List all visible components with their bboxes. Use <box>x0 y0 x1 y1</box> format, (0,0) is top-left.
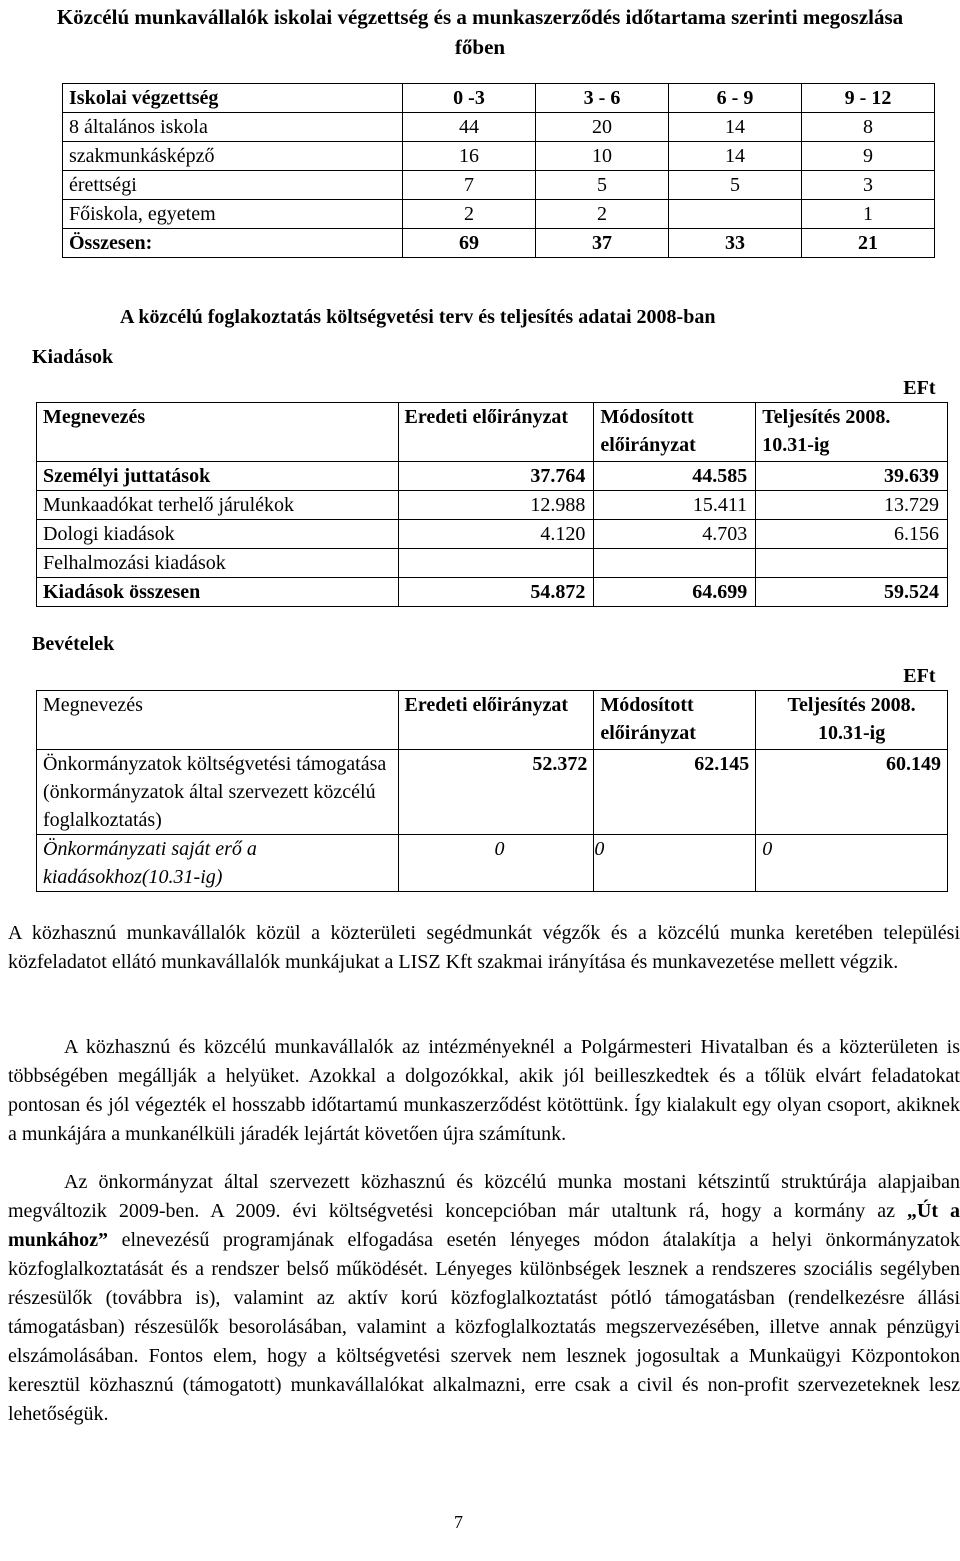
table-cell: Dologi kiadások <box>37 520 399 549</box>
table-cell: 12.988 <box>398 491 594 520</box>
table-cell: 59.524 <box>756 578 948 607</box>
table-cell: 62.145 <box>594 750 756 835</box>
table-cell: 8 általános iskola <box>63 113 403 142</box>
header-cell: Módosított előirányzat <box>594 691 756 750</box>
table-cell: szakmunkásképző <box>63 142 403 171</box>
table-row <box>63 200 935 229</box>
table-cell: 6.156 <box>756 520 948 549</box>
header-cell: 0 -3 <box>403 84 536 113</box>
table-cell: 21 <box>802 229 935 258</box>
table-cell: 15.411 <box>594 491 756 520</box>
program-name: „Út a munkához” <box>8 1200 960 1251</box>
table-cell: Személyi juttatások <box>37 462 399 491</box>
table-cell: Összesen: <box>63 229 403 258</box>
table-cell <box>669 200 802 229</box>
table-cell: 0 <box>398 835 594 892</box>
header-cell: 9 - 12 <box>802 84 935 113</box>
unit-row <box>37 662 948 691</box>
unit-row <box>37 374 948 403</box>
income-label: Bevételek <box>32 633 115 655</box>
education-table <box>62 83 935 258</box>
table-row <box>37 520 948 549</box>
table-cell: 54.872 <box>398 578 594 607</box>
table-total-row <box>37 578 948 607</box>
table-cell <box>594 549 756 578</box>
table-row <box>37 835 948 892</box>
page-number: 7 <box>454 1512 463 1532</box>
table-cell <box>756 549 948 578</box>
table-cell: 2 <box>403 200 536 229</box>
table-cell: 8 <box>802 113 935 142</box>
header-cell: Módosított előirányzat <box>594 403 756 462</box>
table-cell: 14 <box>669 142 802 171</box>
header-cell: Megnevezés <box>37 691 399 750</box>
table-cell: 4.120 <box>398 520 594 549</box>
header-cell: 3 - 6 <box>536 84 669 113</box>
income-table <box>36 662 948 892</box>
table-cell: 52.372 <box>398 750 594 835</box>
table-cell: 4.703 <box>594 520 756 549</box>
table-cell: 37.764 <box>398 462 594 491</box>
table-row <box>37 549 948 578</box>
table-cell: 37 <box>536 229 669 258</box>
table-cell: 10 <box>536 142 669 171</box>
table-cell: Főiskola, egyetem <box>63 200 403 229</box>
paragraph <box>8 1168 960 1429</box>
header-cell: Eredeti előirányzat <box>398 403 594 462</box>
table-header-row <box>37 691 948 750</box>
paragraph-text: Az önkormányzat által szervezett közhasznú és közcélú munka mostani kétszintű struktúrája alapjaiban megváltozik 2009-ben. A 2009. évi költségvetési koncepcióban már utaltunk rá, hogy a kormány az <box>8 1171 960 1222</box>
header-cell: Teljesítés 2008. 10.31-ig <box>756 691 948 750</box>
table-cell: 39.639 <box>756 462 948 491</box>
table-cell: 60.149 <box>756 750 948 835</box>
unit-label: EFt <box>903 377 936 399</box>
paragraph: A közhasznú és közcélú munkavállalók az intézményeknél a Polgármesteri Hivatalban és a közterületen is többségében megállják a helyüket. Azokkal a dolgozókkal, akik jól beilleszkedtek és a tőlük elvárt feladatokat pontosan és jól végezték el hosszabb időtartamú munkaszerződést kötöttünk. Így kialakult egy olyan csoport, akiknek a munkájára a munkanélküli járadék lejártát követően újra számítunk. <box>8 1036 960 1145</box>
header-cell: Iskolai végzettség <box>63 84 403 113</box>
table-cell: 44.585 <box>594 462 756 491</box>
header-cell: Teljesítés 2008. 10.31-ig <box>756 403 948 462</box>
table-cell: 2 <box>536 200 669 229</box>
table-cell: 3 <box>802 171 935 200</box>
table-cell: 9 <box>802 142 935 171</box>
paragraph: A közhasznú munkavállalók közül a közterületi segédmunkát végzők és a közcélú munka keretében települési közfeladatot ellátó munkavállalók munkájukat a LISZ Kft szakmai irányítása és munkavezetése mellett végzik. <box>8 922 960 973</box>
table-cell: 16 <box>403 142 536 171</box>
table-cell: Munkaadókat terhelő járulékok <box>37 491 399 520</box>
table-total-row <box>63 229 935 258</box>
table-header-row <box>63 84 935 113</box>
table-row <box>37 462 948 491</box>
table-cell: 33 <box>669 229 802 258</box>
table-cell: Önkormányzatok költségvetési támogatása (önkormányzatok által szervezett közcélú foglalkoztatás) <box>37 750 399 835</box>
budget-title: A közcélú foglakoztatás költségvetési terv és teljesítés adatai 2008-ban <box>120 306 716 328</box>
table-cell: érettségi <box>63 171 403 200</box>
table-cell: 7 <box>403 171 536 200</box>
expenses-table <box>36 374 948 607</box>
header-cell: 6 - 9 <box>669 84 802 113</box>
table-cell: 13.729 <box>756 491 948 520</box>
table-row <box>63 142 935 171</box>
table-cell: Önkormányzati saját erő a kiadásokhoz(10.31-ig) <box>37 835 399 892</box>
paragraph-text: elnevezésű programjának elfogadása esetén lényeges módon átalakítja a helyi önkormányzatok közfoglalkoztatását és a rendszer belső működését. Lényeges különbségek lesznek a rendszeres szociális segélyben részesülők (továbbra is), valamint az aktív korú közfoglalkoztatást pótló támogatásban (rendelkezésre állási támogatásban) részesülők besorolásában, valamint a közfoglalkoztatás megszervezésében, illetve annak pénzügyi elszámolásában. Fontos elem, hogy a költségvetési szervek nem lesznek jogosultak a Munkaügyi Központokon keresztül közhasznú (támogatott) munkavállalókat alkalmazni, erre csak a civil és non-profit szervezeteknek lesz lehetőségük. <box>8 1229 960 1425</box>
table-cell: 20 <box>536 113 669 142</box>
table-cell: Kiadások összesen <box>37 578 399 607</box>
table-cell: 44 <box>403 113 536 142</box>
expenses-label: Kiadások <box>32 346 114 368</box>
page-title: Közcélú munkavállalók iskolai végzettség és a munkaszerződés időtartama szerinti megoszlása főben <box>56 5 904 59</box>
unit-label: EFt <box>903 665 936 687</box>
table-row <box>63 171 935 200</box>
table-cell: Felhalmozási kiadások <box>37 549 399 578</box>
header-cell: Eredeti előirányzat <box>398 691 594 750</box>
table-row <box>63 113 935 142</box>
table-cell <box>398 549 594 578</box>
table-header-row <box>37 403 948 462</box>
table-cell: 69 <box>403 229 536 258</box>
header-cell: Megnevezés <box>37 403 399 462</box>
table-cell: 14 <box>669 113 802 142</box>
table-cell: 0 <box>594 835 756 892</box>
table-cell: 64.699 <box>594 578 756 607</box>
table-cell: 0 <box>756 835 948 892</box>
table-cell: 5 <box>536 171 669 200</box>
table-cell: 1 <box>802 200 935 229</box>
table-cell: 5 <box>669 171 802 200</box>
table-row <box>37 750 948 835</box>
table-row <box>37 491 948 520</box>
